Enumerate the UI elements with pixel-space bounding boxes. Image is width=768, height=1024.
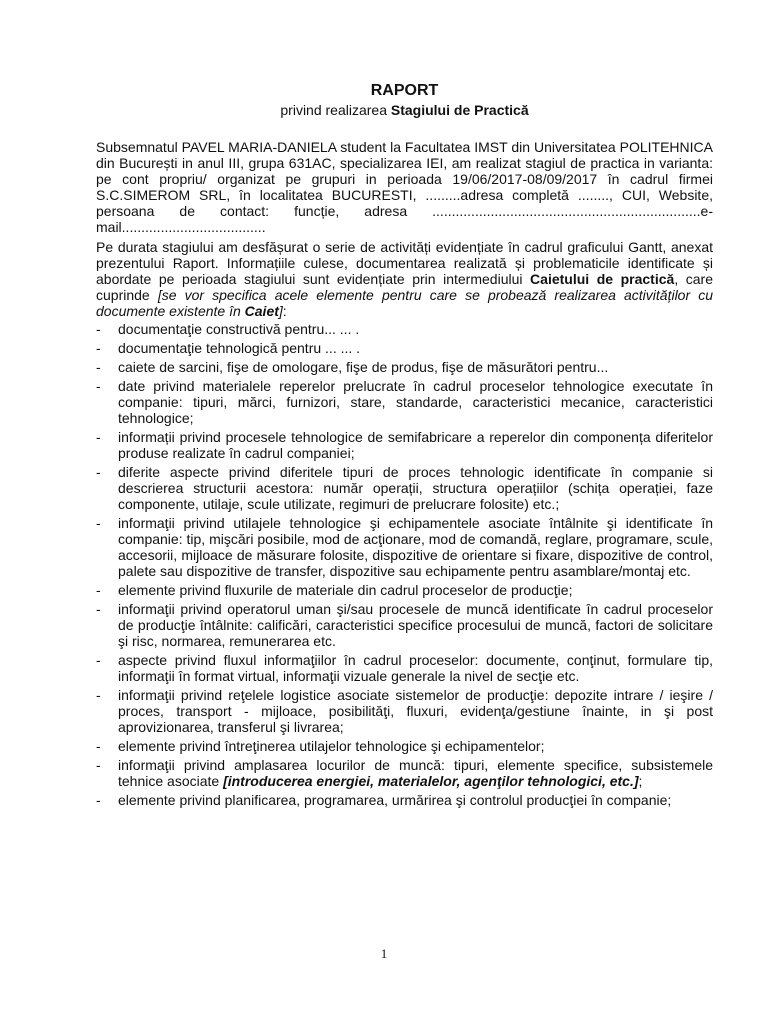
list-item <box>96 792 713 808</box>
list-item <box>96 687 713 735</box>
intro-part2: student la Facultatea IMST din Universitatea POLITEHNICA din București in anul III, grupa 631AC, specializarea IEI <box>96 139 713 171</box>
list-item-text: informaţii privind operatorul uman şi/sau procesele de muncă identificate în cadrul proceselor de producţie întâlnite: calificări, caracteristici specifice procesului de muncă, factori de solicitare şi risc, normarea, remunerarea etc. <box>118 601 713 649</box>
activity-caiet: Caietului de practică <box>530 271 675 287</box>
list-item-text: informaţii privind utilajele tehnologice şi echipamentele asociate întâlnite şi identificate în companie: tip, mişcări posibile, mod de acţionare, mod de comandă, reglare, programare, scule, accesorii, mijloace de măsurare folosite, dispozitive de orientare si fixare, dispozitive de control, palete sau dispozitive de transfer, dispozitive sau echipamente pentru asamblare/montaj etc. <box>118 515 713 579</box>
list-dash: - <box>96 321 101 337</box>
activity-part1: Pe durata stagiului am desfășurat o serie de activități evidențiate în cadrul graficului Gantt, anexat prezentului Raport. Informațiile culese, documentarea realizată și problematicile identificate și abordate pe perioada stagiului sunt evidențiate prin intermediului <box>96 239 713 287</box>
list-dash: - <box>96 429 101 445</box>
list-item-text: elemente privind fluxurile de materiale din cadrul proceselor de producţie; <box>118 582 573 598</box>
list-item-end: ; <box>638 773 643 789</box>
list-dash: - <box>96 738 101 754</box>
list-item-text: aspecte privind fluxul informaţiilor în cadrul proceselor: documente, conţinut, formulare tip, informaţii în format virtual, informaţii vizuale generale la nivel de secţie etc. <box>118 652 713 684</box>
list-item <box>96 601 713 649</box>
intro-part1: Subsemnatul PAVEL MARIA-DANIELA <box>96 139 341 155</box>
list-item <box>96 378 713 426</box>
subtitle-bold: Stagiului de Practică <box>390 102 529 118</box>
list-item-text: caiete de sarcini, fişe de omologare, fişe de produs, fişe de măsurători pentru... <box>118 359 609 375</box>
content-list <box>96 321 713 808</box>
list-dash: - <box>96 601 101 617</box>
subtitle-prefix: privind realizarea <box>280 102 391 118</box>
list-dash: - <box>96 792 101 808</box>
intro-paragraph <box>96 139 713 235</box>
document-title: RAPORT <box>370 82 439 99</box>
list-dash: - <box>96 515 101 531</box>
activity-paragraph <box>96 239 713 319</box>
list-dash: - <box>96 687 101 703</box>
list-item <box>96 429 713 461</box>
activity-italic-end: ] <box>278 303 283 319</box>
list-item <box>96 582 713 598</box>
list-item <box>96 757 713 789</box>
list-item <box>96 359 713 375</box>
list-dash: - <box>96 340 101 356</box>
list-item-text: informaţii privind amplasarea locurilor de muncă: tipuri, elemente specifice, subsistemele tehnice asociate <box>118 757 713 789</box>
list-item-text: elemente privind planificarea, programarea, urmărirea şi controlul producţiei în companie; <box>118 792 672 808</box>
list-item-text: elemente privind întreţinerea utilajelor tehnologice şi echipamentelor; <box>118 738 545 754</box>
list-dash: - <box>96 464 101 480</box>
list-item <box>96 340 713 356</box>
list-item-text: documentaţie tehnologică pentru ... ... . <box>118 340 361 356</box>
list-item <box>96 738 713 754</box>
list-dash: - <box>96 652 101 668</box>
list-item <box>96 464 713 512</box>
page-number: 1 <box>380 946 388 961</box>
list-item-text: informaţii privind reţelele logistice asociate sistemelor de producţie: depozite intrare / ieşire / proces, transport - mijloace, posibilităţi, fluxuri, evidenţa/gestiune înainte, in şi post aprovizionarea, transferul şi livrarea; <box>118 687 713 735</box>
report-page <box>96 82 713 811</box>
list-item-text: diferite aspecte privind diferitele tipuri de proces tehnologic identificate în companie si descrierea structurii acestora: număr operații, structura operațiilor (schița operației, faze componente, utilaje, scule utilizate, regimuri de prelucrare folosite) etc.; <box>118 464 713 512</box>
list-item-text: date privind materialele reperelor prelucrate în cadrul proceselor tehnologice executate în companie: tipuri, mărci, furnizori, stare, standarde, caracteristici mecanice, caracteristici tehnologice; <box>118 378 713 426</box>
activity-colon: : <box>282 303 287 319</box>
activity-italic-bold: Caiet <box>244 303 279 319</box>
list-item-text: documentaţie constructivă pentru... ... . <box>118 321 360 337</box>
list-dash: - <box>96 582 101 598</box>
activity-part2: , care cuprinde <box>96 271 713 303</box>
list-item-text: informații privind procesele tehnologice de semifabricare a reperelor din componența diferitelor produse realizate în cadrul companiei; <box>118 429 713 461</box>
list-item <box>96 652 713 684</box>
document-subtitle <box>96 102 713 119</box>
list-item-italic: [introducerea energiei, materialelor, agenţilor tehnologici, etc.] <box>223 773 639 789</box>
intro-part3: , am realizat stagiul de practica in varianta: pe cont propriu/ organizat pe grupuri in perioada 19/06/2017-08/09/2017 în cadrul firmei S.C.SIMEROM SRL, în localitatea BUCURESTI, .........adresa completă ........, CUI, Website, persoana de contact: funcție, adresa .....................................................................e-mail..................................... <box>96 155 713 235</box>
list-dash: - <box>96 378 101 394</box>
activity-italic: [se vor specifica acele elemente pentru care se probează realizarea activităților cu documente existente în <box>96 287 714 319</box>
list-dash: - <box>96 757 101 773</box>
list-item <box>96 515 713 579</box>
list-item <box>96 321 713 337</box>
list-dash: - <box>96 359 101 375</box>
